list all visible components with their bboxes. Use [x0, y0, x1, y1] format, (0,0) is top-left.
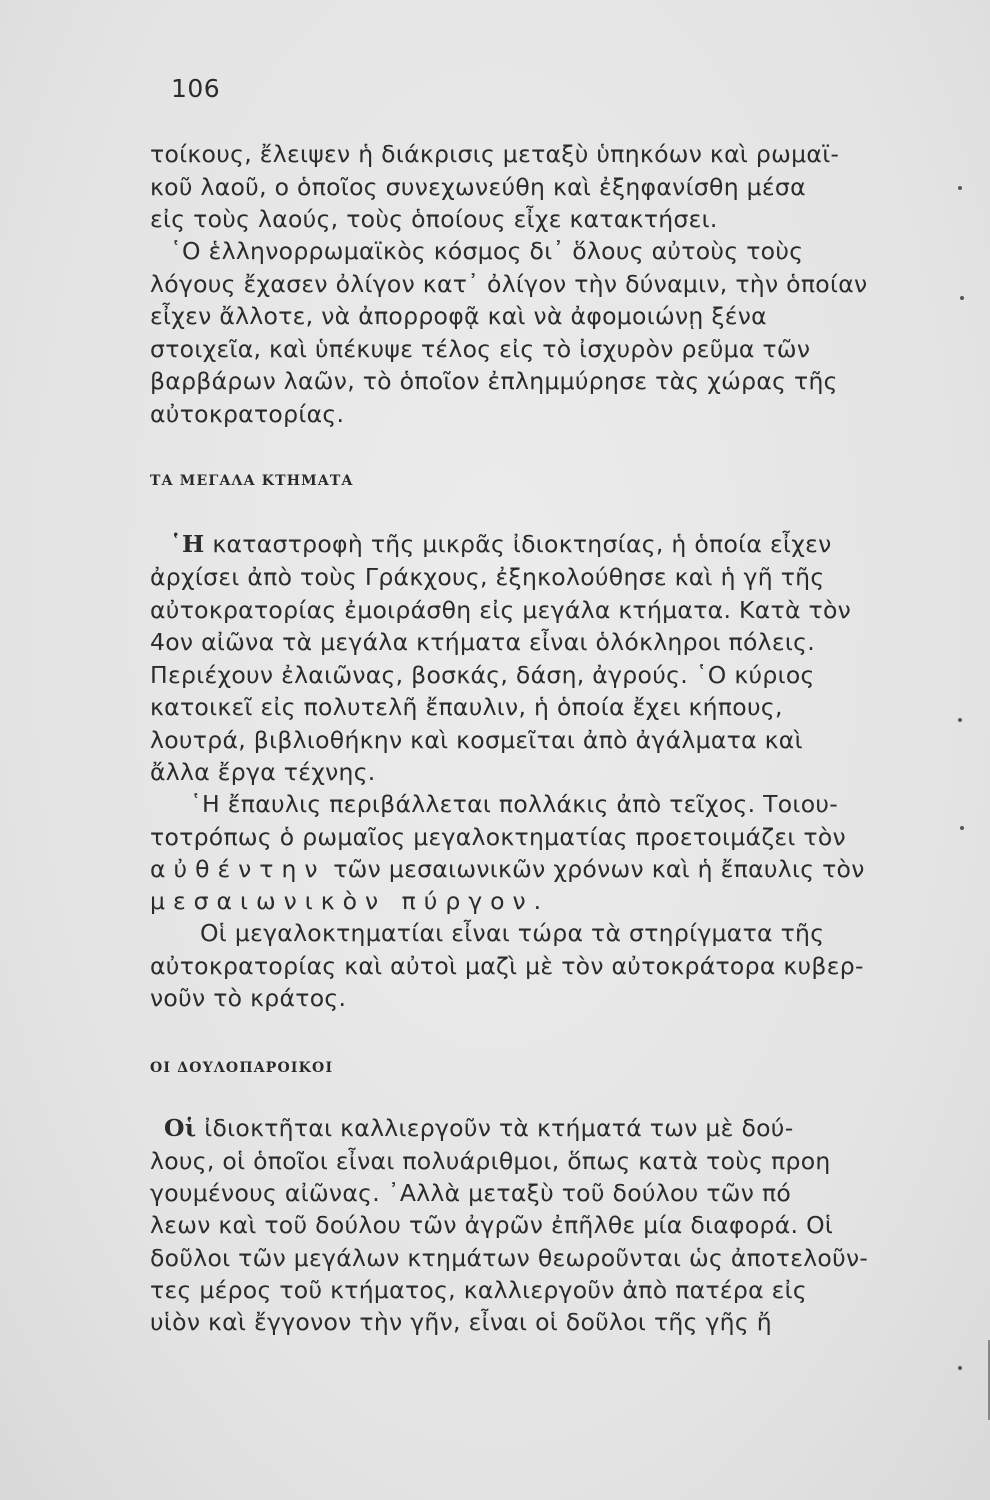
- text-line: ἀρχίσει ἀπὸ τοὺς Γράκχους, ἐξηκολούθησε καὶ ἡ γῆ τῆς: [150, 563, 825, 591]
- text-line: λους, οἱ ὁποῖοι εἶναι πολυάριθμοι, ὅπως κατὰ τοὺς προη: [150, 1147, 831, 1175]
- text-line: ἄλλα ἔργα τέχνης.: [150, 758, 376, 786]
- text-fragment: ἰδιοκτῆται καλλιεργοῦν τὰ κτήματά των μὲ δού-: [196, 1114, 794, 1142]
- text-line: δοῦλοι τῶν μεγάλων κτημάτων θεωροῦνται ὡς ἀποτελοῦν-: [150, 1244, 869, 1272]
- text-line: κατοικεῖ εἰς πολυτελῆ ἔπαυλιν, ἡ ὁποία ἔχει κήπους,: [150, 693, 783, 721]
- scan-speck: [958, 718, 962, 722]
- text-line: ῾Ο ἑλληνορρωμαϊκὸς κόσμος δι᾽ ὅλους αὐτοὺς τοὺς: [170, 237, 804, 265]
- text-fragment: τῶν μεσαιωνικῶν χρόνων καὶ ἡ ἔπαυλις τὸν: [325, 855, 865, 883]
- text-line: [150, 855, 865, 883]
- drop-initial: ῾Η: [170, 530, 205, 558]
- text-line: λουτρά, βιβλιοθήκην καὶ κοσμεῖται ἀπὸ ἀγάλματα καὶ: [150, 726, 803, 754]
- scan-speck: [960, 826, 964, 830]
- page-number: 106: [171, 74, 221, 103]
- text-line: εἶχεν ἄλλοτε, νὰ ἀπορροφᾷ καὶ νὰ ἀφομοιώνῃ ξένα: [150, 302, 767, 330]
- section-heading: ΤΑ ΜΕΓΑΛΑ ΚΤΗΜΑΤΑ: [150, 473, 354, 489]
- text-line: τοτρόπως ὁ ρωμαῖος μεγαλοκτηματίας προετοιμάζει τὸν: [150, 823, 846, 851]
- text-line: ῾Η ἔπαυλις περιβάλλεται πολλάκις ἀπὸ τεῖχος. Τοιου-: [190, 790, 839, 818]
- text-line: Περιέχουν ἐλαιῶνας, βοσκάς, δάση, ἀγρούς. ῾Ο κύριος: [150, 661, 815, 689]
- scan-speck: [960, 296, 964, 300]
- text-line: Οἱ μεγαλοκτηματίαι εἶναι τώρα τὰ στηρίγματα τῆς: [200, 919, 825, 947]
- text-line: κοῦ λαοῦ, ο ὁποῖος συνεχωνεύθη καὶ ἐξηφανίσθη μέσα: [150, 173, 806, 201]
- text-line: εἰς τοὺς λαούς, τοὺς ὁποίους εἶχε κατακτήσει.: [150, 205, 718, 233]
- text-line: λόγους ἔχασεν ὀλίγον κατ᾽ ὀλίγον τὴν δύναμιν, τὴν ὁποίαν: [150, 270, 868, 298]
- scan-speck: [958, 1366, 962, 1370]
- text-line: στοιχεῖα, καὶ ὑπέκυψε τέλος εἰς τὸ ἰσχυρὸν ρεῦμα τῶν: [150, 335, 811, 363]
- text-line: υἱὸν καὶ ἔγγονον τὴν γῆν, εἶναι οἱ δοῦλοι τῆς γῆς ἤ: [150, 1308, 772, 1336]
- text-line: βαρβάρων λαῶν, τὸ ὁποῖον ἐπλημμύρησε τὰς χώρας τῆς: [150, 367, 838, 395]
- drop-initial: Οἱ: [164, 1114, 197, 1142]
- emphasized-line: μεσαιωνικὸν πύργον.: [150, 887, 550, 915]
- text-line: [164, 1114, 793, 1142]
- text-line: γουμένους αἰῶνας. ᾿Αλλὰ μεταξὺ τοῦ δούλου τῶν πό: [150, 1179, 792, 1207]
- text-line: 4ον αἰῶνα τὰ μεγάλα κτήματα εἶναι ὁλόκληροι πόλεις.: [150, 628, 815, 656]
- text-line: τες μέρος τοῦ κτήματος, καλλιεργοῦν ἀπὸ πατέρα εἰς: [150, 1276, 808, 1304]
- text-line: [170, 530, 832, 558]
- text-fragment: καταστροφὴ τῆς μικρᾶς ἰδιοκτησίας, ἡ ὁποία εἶχεν: [204, 530, 832, 558]
- emphasized-word: αὐθέντην: [150, 855, 326, 883]
- text-line: αὐτοκρατορίας καὶ αὐτοὶ μαζὶ μὲ τὸν αὐτοκράτορα κυβερ-: [150, 952, 864, 980]
- text-line: αὐτοκρατορίας ἐμοιράσθη εἰς μεγάλα κτήματα. Κατὰ τὸν: [150, 596, 852, 624]
- scan-speck: [958, 186, 962, 190]
- section-heading: ΟΙ ΔΟΥΛΟΠΑΡΟΙΚΟΙ: [150, 1060, 334, 1076]
- text-line: νοῦν τὸ κράτος.: [150, 984, 347, 1012]
- text-line: τοίκους, ἔλειψεν ἡ διάκρισις μεταξὺ ὑπηκόων καὶ ρωμαϊ-: [150, 140, 840, 168]
- text-line: αὐτοκρατορίας.: [150, 400, 345, 428]
- text-line: λεων καὶ τοῦ δούλου τῶν ἀγρῶν ἐπῆλθε μία διαφορά. Οἱ: [150, 1211, 834, 1239]
